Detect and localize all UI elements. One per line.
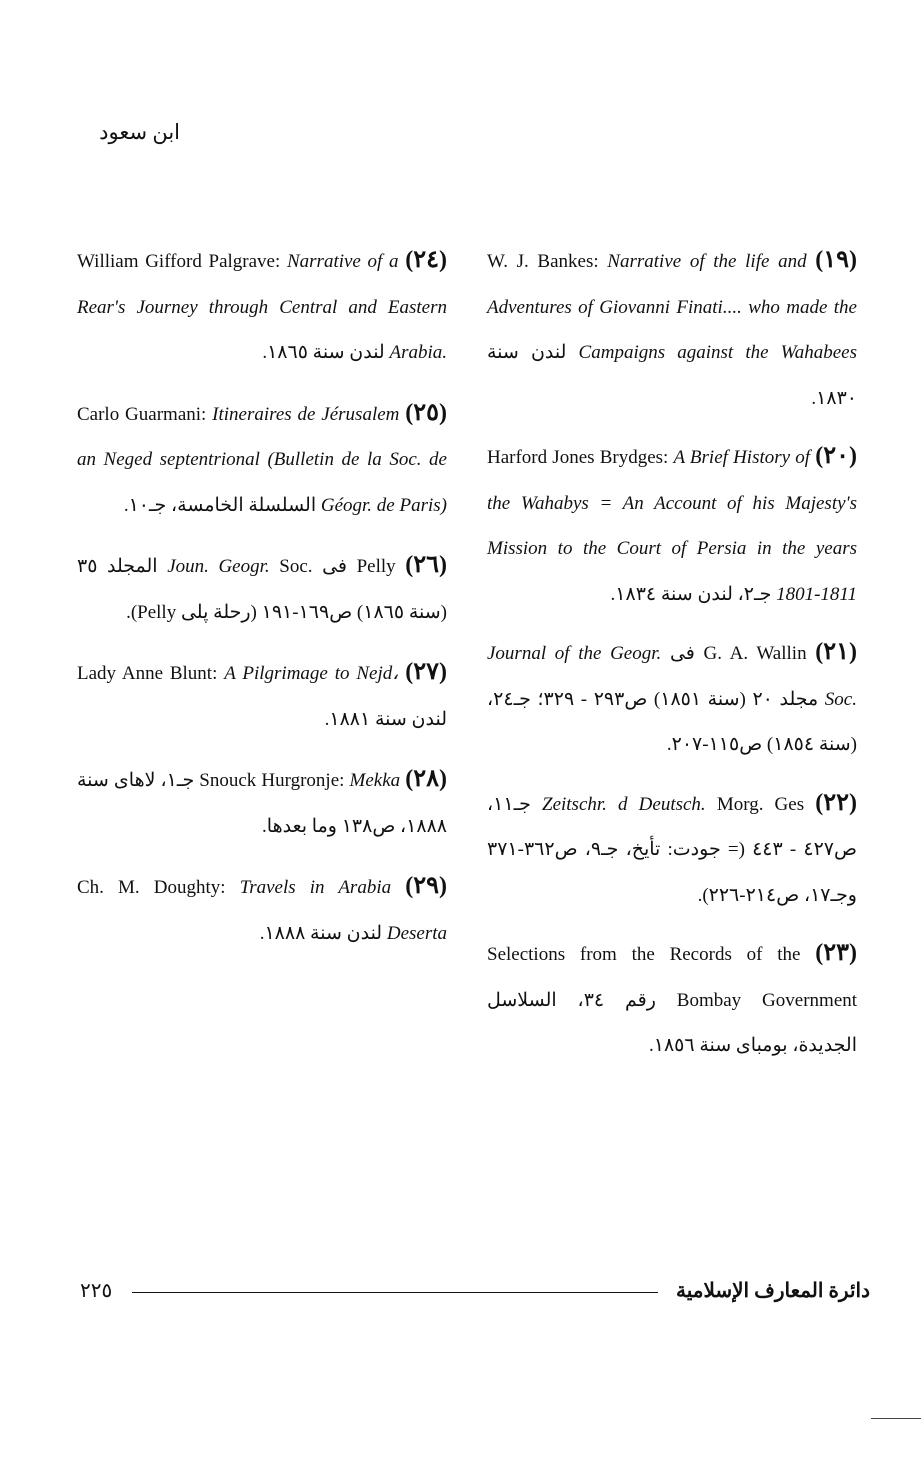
reference-20 xyxy=(487,434,857,617)
reference-21 xyxy=(487,630,857,768)
reference-publication: المجلد ٣٥ (سنة ١٨٦٥) ص١٦٩-١٩١ xyxy=(77,556,447,623)
reference-publication: جـ٢، لندن سنة ١٨٣٤. xyxy=(610,583,772,605)
reference-number: (٢٧) xyxy=(405,659,447,685)
page-number: ٢٢٥ xyxy=(80,1280,113,1302)
reference-author: Lady Anne Blunt: xyxy=(77,663,218,684)
reference-title: Travels in Arabia Deserta xyxy=(239,877,447,944)
reference-title: A Brief History of the Wahabys = An Account of his Majesty's Mission to the Court of Persia in the years 1801-1811 xyxy=(487,447,857,605)
reference-title-roman: Morg. Ges xyxy=(716,793,805,815)
reference-28 xyxy=(77,757,447,849)
reference-author: Snouck Hurgronje: xyxy=(199,770,345,791)
reference-25 xyxy=(77,391,447,529)
running-head: ابن سعود xyxy=(99,120,180,144)
reference-23 xyxy=(487,931,857,1069)
footer-rule xyxy=(132,1292,658,1293)
reference-number: (٢٥) xyxy=(405,399,447,426)
reference-author: W. J. Bankes: xyxy=(487,251,599,272)
reference-number: (٢٤) xyxy=(405,247,448,273)
corner-mark xyxy=(871,1418,921,1419)
reference-number: (٢٢) xyxy=(815,789,858,816)
reference-publication: جـ١١، ص٤٢٧ - ٤٤٣ (= جودت: تأيخ، جـ٩، ص٣٦٢-٣٧١ وجـ١٧، ص٢١٤-٢٢٦). xyxy=(487,793,857,906)
reference-24 xyxy=(77,238,447,376)
reference-22 xyxy=(487,781,857,919)
reference-author: Ch. M. Doughty: xyxy=(77,877,226,898)
reference-author: William Gifford Palgrave: xyxy=(77,251,281,272)
reference-number: (٢١) xyxy=(815,639,858,665)
left-column xyxy=(77,238,447,956)
reference-publication: السلسلة الخامسة، جـ١٠. xyxy=(123,494,317,516)
reference-title: Itineraires de Jérusalem an Neged septentrional (Bulletin de la Soc. de Géogr. de Paris) xyxy=(77,403,447,516)
reference-title: Zeitschr. d Deutsch. xyxy=(542,793,706,815)
reference-publication: جـ١، لاهاى سنة ١٨٨٨، ص١٣٨ وما بعدها. xyxy=(77,770,447,837)
reference-title: Selections from the Records of the Bombay Government xyxy=(487,944,858,1011)
reference-title: Narrative of a Rear's Journey through Central and Eastern Arabia. xyxy=(77,251,447,363)
reference-publication: لندن سنة ١٨٣٠. xyxy=(487,342,857,409)
reference-publication: لندن سنة ١٨٨١. xyxy=(324,708,447,730)
reference-title-roman: Soc. xyxy=(279,556,313,577)
reference-author: Carlo Guarmani: xyxy=(77,403,207,425)
page-footer xyxy=(80,1278,870,1308)
reference-title: Narrative of the life and Adventures of Giovanni Finati.... who made the Campaigns against the Wahabees xyxy=(487,251,857,363)
reference-27 xyxy=(77,650,447,742)
reference-author: G. A. Wallin xyxy=(703,643,807,664)
reference-author: Pelly xyxy=(356,556,396,577)
reference-in: فى xyxy=(669,643,695,664)
reference-26 xyxy=(77,543,447,635)
reference-number: (٢٩) xyxy=(405,873,448,899)
reference-note: (رحلة پلى Pelly). xyxy=(126,601,257,623)
reference-number: (٢٠) xyxy=(815,443,857,469)
reference-29 xyxy=(77,864,447,956)
reference-title: Mekka xyxy=(349,770,401,791)
reference-number: (١٩) xyxy=(815,247,858,273)
reference-number: (٢٦) xyxy=(405,552,448,578)
reference-in: فى xyxy=(322,556,348,577)
right-column xyxy=(487,238,857,1069)
reference-title: A Pilgrimage to Nejd، xyxy=(224,663,399,684)
reference-publication: مجلد ٢٠ (سنة ١٨٥١) ص٢٩٣ - ٣٢٩؛ جـ٢٤، (سنة ١٨٥٤) ص١١٥-٢٠٧. xyxy=(487,688,857,755)
encyclopedia-name: دائرة المعارف الإسلامية xyxy=(675,1280,870,1302)
reference-publication: رقم ٣٤، السلاسل الجديدة، بومباى سنة ١٨٥٦. xyxy=(487,989,857,1056)
reference-number: (٢٨) xyxy=(405,766,448,792)
reference-publication: لندن سنة ١٨٦٥. xyxy=(262,342,385,363)
reference-number: (٢٣) xyxy=(815,940,857,966)
reference-publication: لندن سنة ١٨٨٨. xyxy=(259,922,383,944)
reference-19 xyxy=(487,238,857,421)
reference-title: Joun. Geogr. xyxy=(167,556,270,577)
reference-author: Harford Jones Brydges: xyxy=(487,447,669,468)
reference-title: Journal of the Geogr. Soc. xyxy=(487,643,857,710)
